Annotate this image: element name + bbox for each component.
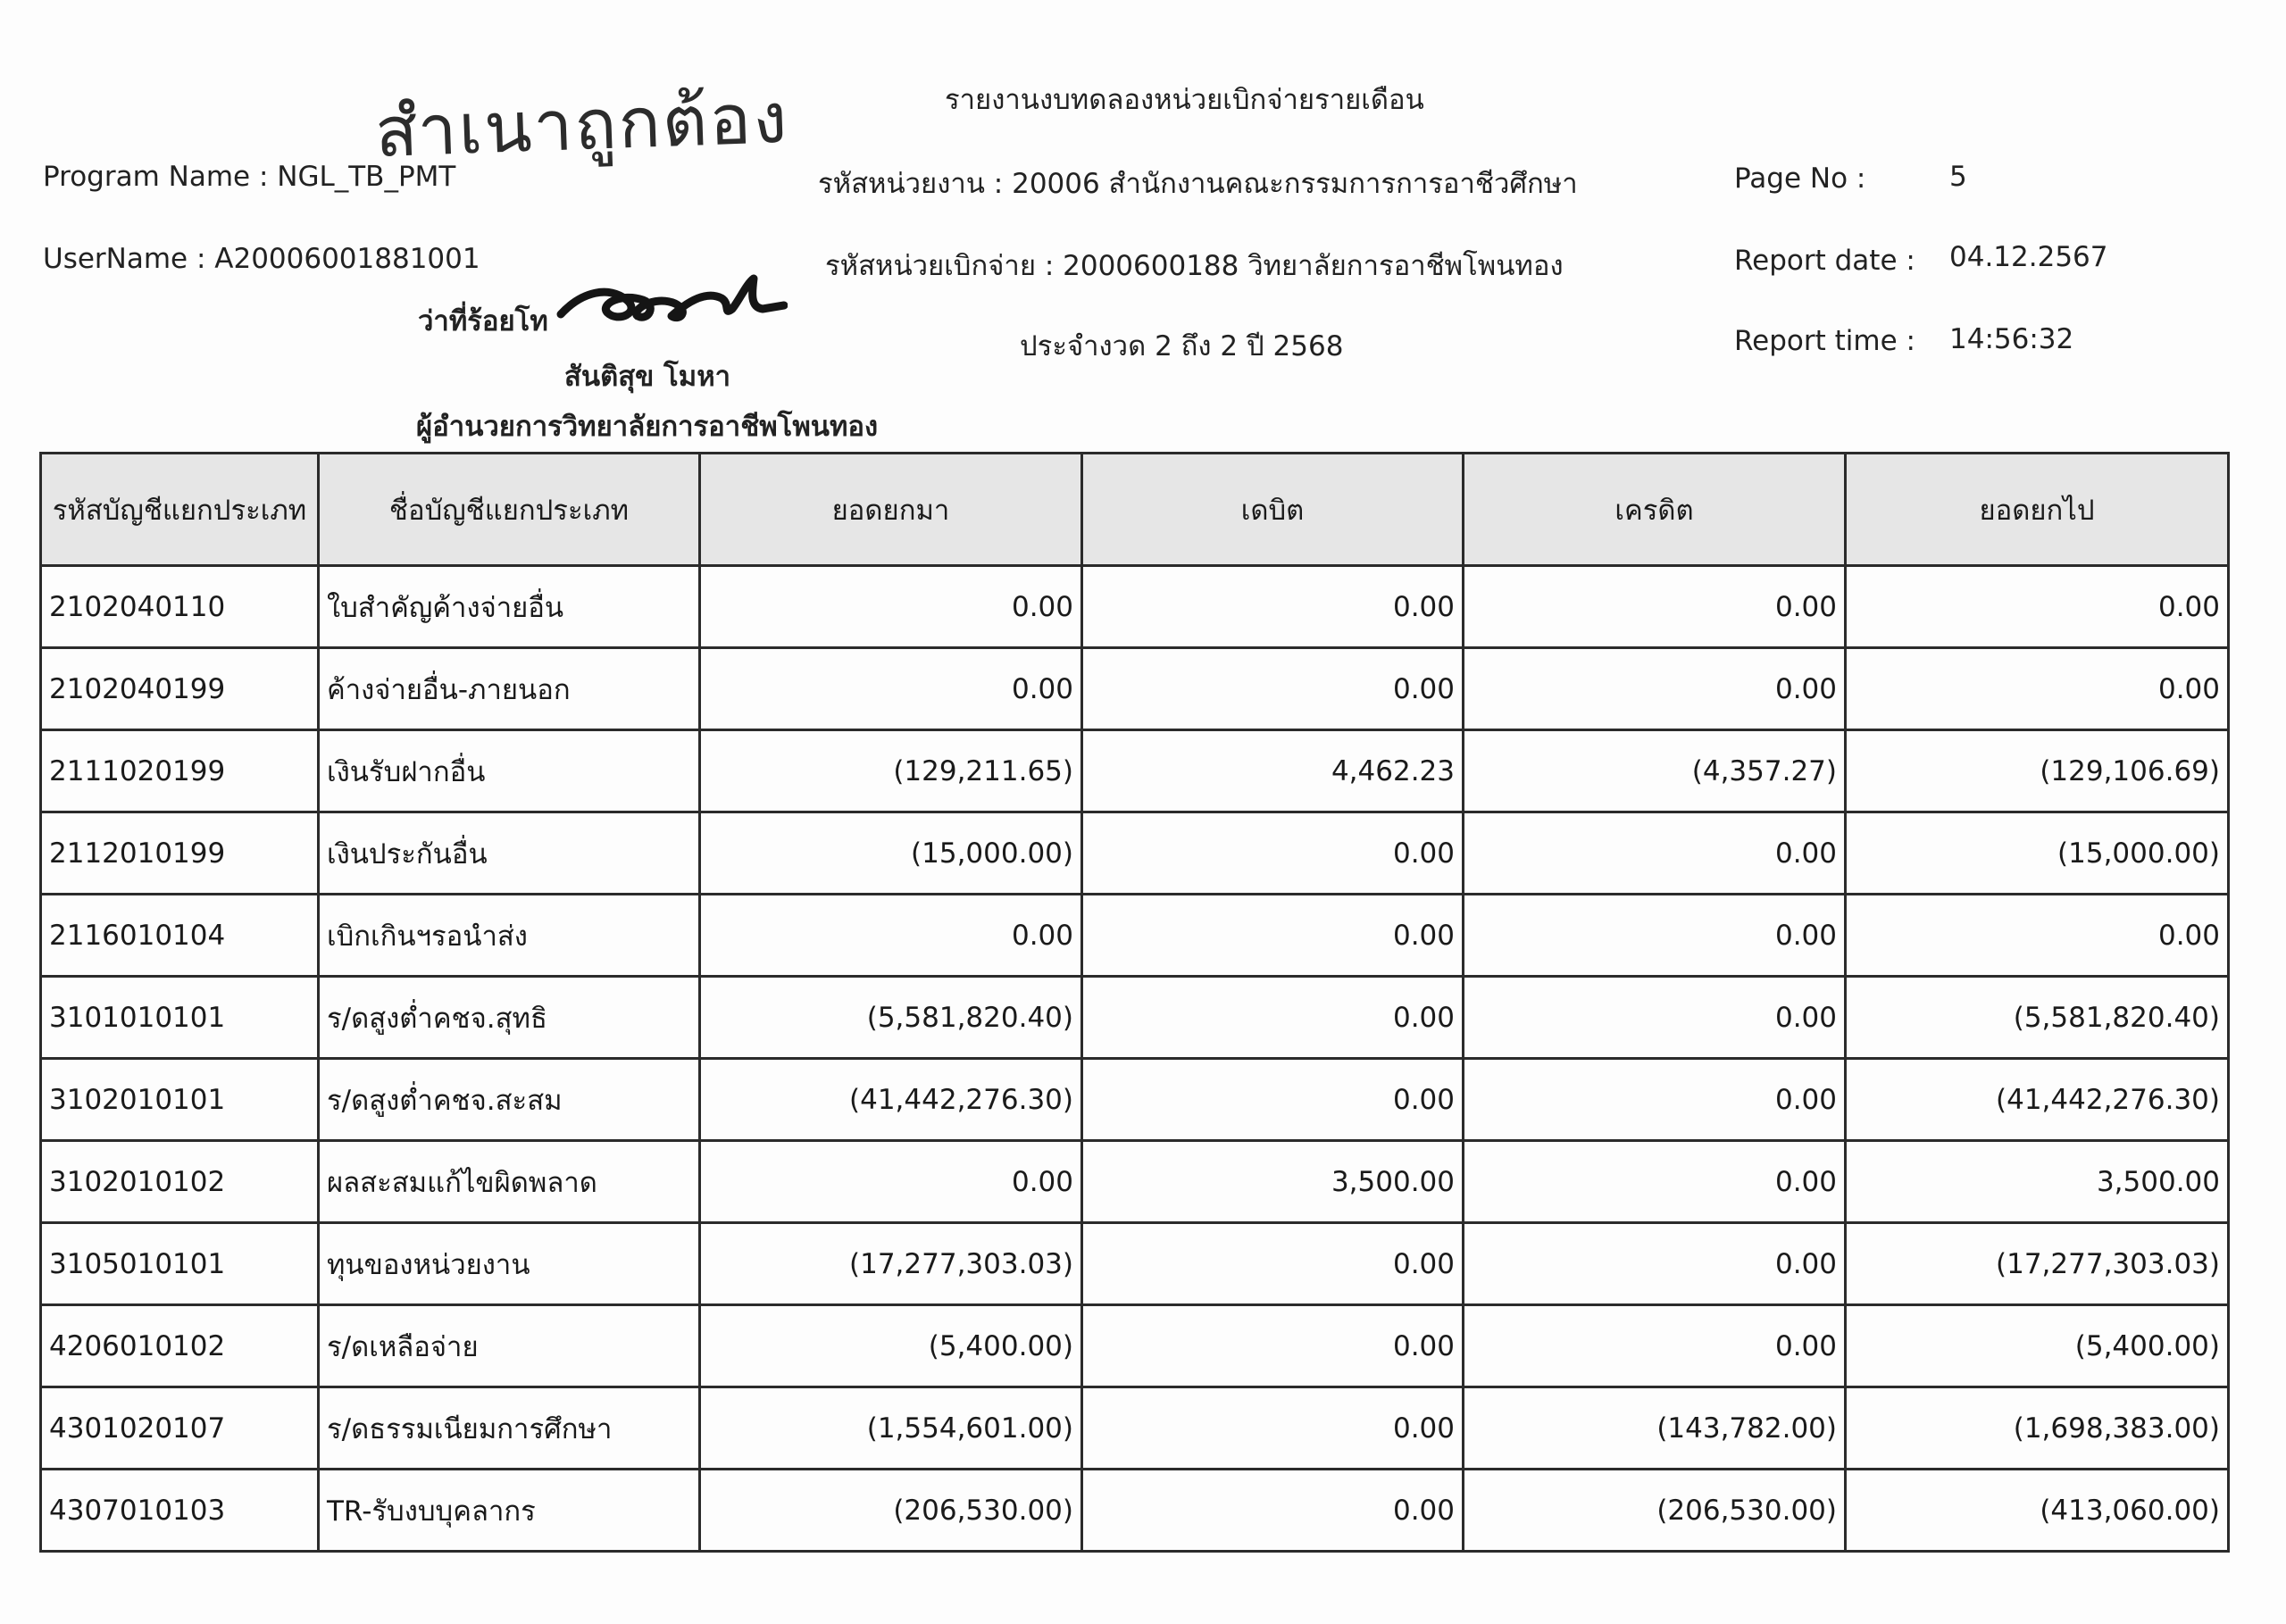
- cell-credit: 0.00: [1464, 1223, 1846, 1305]
- cell-debit: 3,500.00: [1082, 1141, 1464, 1223]
- report-date-label: Report date :: [1734, 245, 1915, 277]
- cell-account-name: ร/ดธรรมเนียมการศึกษา: [319, 1387, 700, 1470]
- cell-account-code: 4206010102: [41, 1305, 319, 1387]
- cell-account-name: ร/ดสูงต่ำคชจ.สะสม: [319, 1059, 700, 1141]
- cell-carried-forward: 0.00: [1846, 895, 2229, 977]
- cell-brought-forward: 0.00: [700, 1141, 1082, 1223]
- page-no-value: 5: [1949, 161, 1967, 193]
- cell-brought-forward: 0.00: [700, 566, 1082, 648]
- cell-carried-forward: (41,442,276.30): [1846, 1059, 2229, 1141]
- cell-account-code: 4307010103: [41, 1470, 319, 1552]
- cell-brought-forward: 0.00: [700, 648, 1082, 730]
- cell-debit: 0.00: [1082, 566, 1464, 648]
- cell-account-code: 2112010199: [41, 812, 319, 895]
- cell-credit: 0.00: [1464, 977, 1846, 1059]
- table-row: [41, 1387, 2229, 1470]
- trial-balance-table: [39, 452, 2230, 1553]
- table-row: [41, 895, 2229, 977]
- cell-carried-forward: (15,000.00): [1846, 812, 2229, 895]
- col-credit: เครดิต: [1464, 454, 1846, 566]
- cell-credit: 0.00: [1464, 812, 1846, 895]
- cell-brought-forward: 0.00: [700, 895, 1082, 977]
- cell-account-name: ผลสะสมแก้ไขผิดพลาด: [319, 1141, 700, 1223]
- cell-debit: 4,462.23: [1082, 730, 1464, 812]
- cell-carried-forward: (5,581,820.40): [1846, 977, 2229, 1059]
- cell-account-name: ทุนของหน่วยงาน: [319, 1223, 700, 1305]
- cell-account-name: ร/ดสูงต่ำคชจ.สุทธิ: [319, 977, 700, 1059]
- handwritten-signature-icon: [555, 273, 788, 336]
- cell-account-code: 2102040110: [41, 566, 319, 648]
- cell-carried-forward: (129,106.69): [1846, 730, 2229, 812]
- cell-carried-forward: (413,060.00): [1846, 1470, 2229, 1552]
- signature-position: ผู้อำนวยการวิทยาลัยการอาชีพโพนทอง: [416, 411, 879, 443]
- cell-credit: 0.00: [1464, 1059, 1846, 1141]
- username: UserName : A20006001881001: [43, 243, 480, 275]
- col-account-code: รหัสบัญชีแยกประเภท: [41, 454, 319, 566]
- cell-carried-forward: 0.00: [1846, 566, 2229, 648]
- report-period: ประจำงวด 2 ถึง 2 ปี 2568: [1020, 330, 1344, 362]
- cell-account-name: เงินประกันอื่น: [319, 812, 700, 895]
- cell-credit: (4,357.27): [1464, 730, 1846, 812]
- cell-debit: 0.00: [1082, 1059, 1464, 1141]
- cell-credit: 0.00: [1464, 1141, 1846, 1223]
- cell-debit: 0.00: [1082, 648, 1464, 730]
- cell-carried-forward: (1,698,383.00): [1846, 1387, 2229, 1470]
- col-carried-forward: ยอดยกไป: [1846, 454, 2229, 566]
- table-row: [41, 1141, 2229, 1223]
- cell-debit: 0.00: [1082, 1387, 1464, 1470]
- table-row: [41, 1059, 2229, 1141]
- table-row: [41, 812, 2229, 895]
- cell-debit: 0.00: [1082, 895, 1464, 977]
- cell-account-code: 3102010102: [41, 1141, 319, 1223]
- cell-brought-forward: (129,211.65): [700, 730, 1082, 812]
- cell-account-name: เบิกเกินฯรอนำส่ง: [319, 895, 700, 977]
- table-row: [41, 566, 2229, 648]
- cell-debit: 0.00: [1082, 1223, 1464, 1305]
- cell-account-code: 3101010101: [41, 977, 319, 1059]
- cell-brought-forward: (1,554,601.00): [700, 1387, 1082, 1470]
- program-name: Program Name : NGL_TB_PMT: [43, 161, 456, 193]
- report-time-label: Report time :: [1734, 325, 1915, 357]
- cell-carried-forward: 0.00: [1846, 648, 2229, 730]
- cell-brought-forward: (15,000.00): [700, 812, 1082, 895]
- table-row: [41, 1305, 2229, 1387]
- col-account-name: ชื่อบัญชีแยกประเภท: [319, 454, 700, 566]
- signature-name: สันติสุข โมหา: [564, 361, 731, 393]
- cell-debit: 0.00: [1082, 812, 1464, 895]
- col-brought-forward: ยอดยกมา: [700, 454, 1082, 566]
- table-row: [41, 648, 2229, 730]
- cell-debit: 0.00: [1082, 1305, 1464, 1387]
- cell-credit: 0.00: [1464, 566, 1846, 648]
- cell-brought-forward: (41,442,276.30): [700, 1059, 1082, 1141]
- cell-account-code: 3105010101: [41, 1223, 319, 1305]
- report-time-value: 14:56:32: [1949, 323, 2074, 355]
- cell-debit: 0.00: [1082, 1470, 1464, 1552]
- cell-carried-forward: (5,400.00): [1846, 1305, 2229, 1387]
- report-title: รายงานงบทดลองหน่วยเบิกจ่ายรายเดือน: [945, 84, 1424, 116]
- cell-credit: (206,530.00): [1464, 1470, 1846, 1552]
- cell-credit: 0.00: [1464, 648, 1846, 730]
- cell-carried-forward: (17,277,303.03): [1846, 1223, 2229, 1305]
- report-date-value: 04.12.2567: [1949, 241, 2108, 273]
- disbursement-unit: รหัสหน่วยเบิกจ่าย : 2000600188 วิทยาลัยการอาชีพโพนทอง: [825, 250, 1564, 282]
- cell-account-name: ใบสำคัญค้างจ่ายอื่น: [319, 566, 700, 648]
- cell-credit: 0.00: [1464, 1305, 1846, 1387]
- cell-account-code: 2102040199: [41, 648, 319, 730]
- cell-account-name: ร/ดเหลือจ่าย: [319, 1305, 700, 1387]
- cell-credit: (143,782.00): [1464, 1387, 1846, 1470]
- cell-brought-forward: (206,530.00): [700, 1470, 1082, 1552]
- table-row: [41, 1470, 2229, 1552]
- cell-brought-forward: (5,400.00): [700, 1305, 1082, 1387]
- signature-rank: ว่าที่ร้อยโท: [418, 305, 548, 337]
- cell-brought-forward: (17,277,303.03): [700, 1223, 1082, 1305]
- cell-account-code: 3102010101: [41, 1059, 319, 1141]
- cell-account-name: TR-รับงบบุคลากร: [319, 1470, 700, 1552]
- cell-account-code: 2116010104: [41, 895, 319, 977]
- cell-brought-forward: (5,581,820.40): [700, 977, 1082, 1059]
- cell-credit: 0.00: [1464, 895, 1846, 977]
- table-row: [41, 730, 2229, 812]
- cell-account-code: 2111020199: [41, 730, 319, 812]
- col-debit: เดบิต: [1082, 454, 1464, 566]
- table-header-row: [41, 454, 2229, 566]
- certified-copy-stamp: สำเนาถูกต้อง: [373, 78, 790, 174]
- cell-debit: 0.00: [1082, 977, 1464, 1059]
- cell-account-name: เงินรับฝากอื่น: [319, 730, 700, 812]
- agency-code: รหัสหน่วยงาน : 20006 สำนักงานคณะกรรมการการอาชีวศึกษา: [818, 168, 1578, 200]
- page-no-label: Page No :: [1734, 162, 1866, 195]
- table-row: [41, 1223, 2229, 1305]
- cell-account-name: ค้างจ่ายอื่น-ภายนอก: [319, 648, 700, 730]
- cell-carried-forward: 3,500.00: [1846, 1141, 2229, 1223]
- table-row: [41, 977, 2229, 1059]
- cell-account-code: 4301020107: [41, 1387, 319, 1470]
